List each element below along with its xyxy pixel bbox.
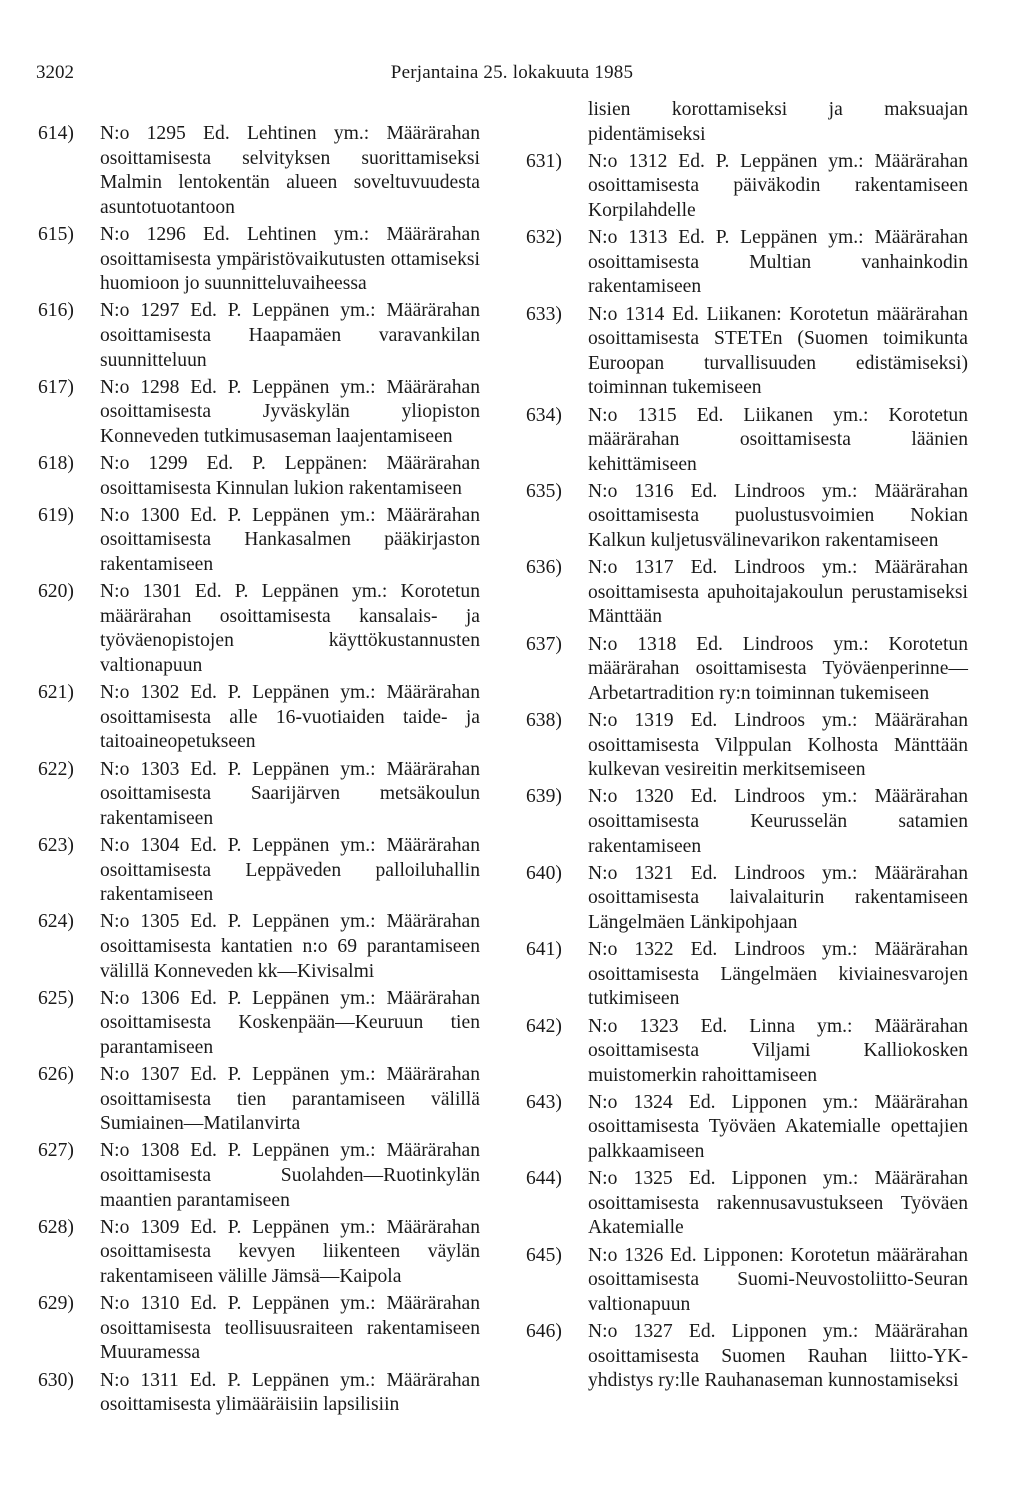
- entry-number: 629): [38, 1293, 74, 1315]
- entry-number: 621): [38, 682, 74, 704]
- entry-text: N:o 1303 Ed. P. Leppänen ym.: Määrärahan osoittamisesta Saarijärven metsäkoulun rakentamiseen: [100, 758, 480, 829]
- entry-text: N:o 1319 Ed. Lindroos ym.: Määrärahan osoittamisesta Vilppulan Kolhosta Mänttään kulkevan vesireitin merkitsemiseen: [588, 710, 968, 781]
- list-item: [38, 223, 480, 297]
- entry-text: N:o 1302 Ed. P. Leppänen ym.: Määrärahan osoittamisesta alle 16-vuotiaiden taide- ja taitoaineopetukseen: [100, 682, 480, 753]
- entry-text: N:o 1305 Ed. P. Leppänen ym.: Määrärahan osoittamisesta kantatien n:o 69 parantamiseen välillä Konneveden kk—Kivisalmi: [100, 911, 480, 982]
- entry-text: N:o 1318 Ed. Lindroos ym.: Korotetun määrärahan osoittamisesta Työväenperinne—Arbetartradition ry:n toiminnan tukemiseen: [588, 633, 968, 704]
- entry-number: 643): [526, 1091, 562, 1113]
- list-item: [526, 1091, 968, 1165]
- entry-text: N:o 1308 Ed. P. Leppänen ym.: Määrärahan osoittamisesta Suolahden—Ruotinkylän maantien parantamiseen: [100, 1140, 480, 1211]
- list-item: [38, 1292, 480, 1366]
- entry-number: 615): [38, 223, 74, 245]
- list-item: [38, 1369, 480, 1418]
- entry-text: N:o 1306 Ed. P. Leppänen ym.: Määrärahan osoittamisesta Koskenpään—Keuruun tien parantamiseen: [100, 987, 480, 1058]
- entry-text: N:o 1301 Ed. P. Leppänen ym.: Korotetun määrärahan osoittamisesta kansalais- ja työväenopistojen käyttökustannusten valtionapuun: [100, 581, 480, 677]
- entry-text: N:o 1324 Ed. Lipponen ym.: Määrärahan osoittamisesta Työväen Akatemialle opettajien palkkaamiseen: [588, 1091, 968, 1163]
- list-item: [526, 556, 968, 630]
- entry-number: 620): [38, 581, 74, 603]
- entry-number: 634): [526, 404, 562, 426]
- page-number: 3202: [36, 62, 74, 83]
- list-item: [38, 1216, 480, 1290]
- list-item: [526, 938, 968, 1012]
- entry-text: N:o 1327 Ed. Lipponen ym.: Määrärahan osoittamisesta Suomen Rauhan liitto-YK-yhdistys ry:lle Rauhanaseman kunnostamiseksi: [588, 1321, 968, 1392]
- list-item: [526, 226, 968, 300]
- list-item: [526, 633, 968, 707]
- entry-number: 644): [526, 1168, 562, 1190]
- entry-text: N:o 1326 Ed. Lipponen: Korotetun määrärahan osoittamisesta Suomi-Neuvostoliitto-Seuran valtionapuun: [588, 1244, 968, 1315]
- list-item: [38, 580, 480, 678]
- entry-number: 636): [526, 557, 562, 579]
- list-item: [38, 122, 480, 220]
- entry-number: 625): [38, 987, 74, 1009]
- entry-text: N:o 1310 Ed. P. Leppänen ym.: Määrärahan osoittamisesta teollisuusraiteen rakentamiseen Muuramessa: [100, 1293, 480, 1364]
- entry-number: 642): [526, 1015, 562, 1037]
- list-item: [38, 681, 480, 755]
- entry-text: N:o 1309 Ed. P. Leppänen ym.: Määrärahan osoittamisesta kevyen liikenteen väylän rakentamiseen välille Jämsä—Kaipola: [100, 1216, 480, 1288]
- list-item: [38, 910, 480, 984]
- entry-text: N:o 1315 Ed. Liikanen ym.: Korotetun määrärahan osoittamisesta läänien kehittämiseen: [588, 404, 968, 475]
- entry-text: N:o 1299 Ed. P. Leppänen: Määrärahan osoittamisesta Kinnulan lukion rakentamiseen: [100, 453, 480, 499]
- entry-number: 640): [526, 862, 562, 884]
- list-item: [38, 834, 480, 908]
- list-item: [526, 785, 968, 859]
- entry-number: 623): [38, 834, 74, 856]
- entry-text: N:o 1304 Ed. P. Leppänen ym.: Määrärahan osoittamisesta Leppäveden palloiluhallin rakentamiseen: [100, 834, 480, 906]
- entry-text: N:o 1297 Ed. P. Leppänen ym.: Määrärahan osoittamisesta Haapamäen varavankilan suunnitteluun: [100, 300, 480, 371]
- entry-number: 616): [38, 300, 74, 322]
- right-column: [526, 98, 968, 1396]
- continuation-text: lisien korottamiseksi ja maksuajan pidentämiseksi: [588, 99, 968, 145]
- list-item: [38, 758, 480, 832]
- running-head: Perjantaina 25. lokakuuta 1985: [390, 62, 634, 83]
- list-item: [38, 452, 480, 501]
- entry-number: 635): [526, 480, 562, 502]
- entry-number: 617): [38, 376, 74, 398]
- entry-text: N:o 1300 Ed. P. Leppänen ym.: Määrärahan osoittamisesta Hankasalmen pääkirjaston rakentamiseen: [100, 504, 480, 576]
- entry-number: 627): [38, 1140, 74, 1162]
- list-item: [38, 987, 480, 1061]
- list-item: [526, 1320, 968, 1394]
- entry-number: 631): [526, 150, 562, 172]
- entry-text: N:o 1313 Ed. P. Leppänen ym.: Määrärahan osoittamisesta Multian vanhainkodin rakentamiseen: [588, 227, 968, 298]
- list-item: [38, 376, 480, 450]
- entry-text: N:o 1316 Ed. Lindroos ym.: Määrärahan osoittamisesta puolustusvoimien Nokian Kalkun kuljetusvälinevarikon rakentamiseen: [588, 480, 968, 552]
- left-column: [38, 122, 480, 1420]
- list-item: [526, 303, 968, 401]
- entry-text: N:o 1321 Ed. Lindroos ym.: Määrärahan osoittamisesta laivalaiturin rakentamiseen Längelmäen Länkipohjaan: [588, 862, 968, 933]
- entry-text: N:o 1311 Ed. P. Leppänen ym.: Määrärahan osoittamisesta ylimääräisiin lapsilisiin: [100, 1369, 480, 1416]
- entry-number: 624): [38, 911, 74, 933]
- entry-number: 633): [526, 303, 562, 325]
- list-item: [38, 1139, 480, 1213]
- entry-text: N:o 1314 Ed. Liikanen: Korotetun määrärahan osoittamisesta STETEn (Suomen toimikunta Euroopan turvallisuuden edistämiseksi) toiminnan tukemiseen: [588, 303, 968, 399]
- list-item: [38, 1063, 480, 1137]
- entry-text: N:o 1325 Ed. Lipponen ym.: Määrärahan osoittamisesta rakennusavustukseen Työväen Akatemialle: [588, 1168, 968, 1239]
- entry-text: N:o 1296 Ed. Lehtinen ym.: Määrärahan osoittamisesta ympäristövaikutusten ottamiseksi huomioon jo suunnitteluvaiheessa: [100, 223, 480, 295]
- entry-number: 628): [38, 1216, 74, 1238]
- list-item: [38, 299, 480, 373]
- entry-number: 641): [526, 939, 562, 961]
- list-item: [526, 480, 968, 554]
- entry-text: N:o 1320 Ed. Lindroos ym.: Määrärahan osoittamisesta Keurusselän satamien rakentamiseen: [588, 786, 968, 857]
- entry-number: 638): [526, 710, 562, 731]
- entry-number: 632): [526, 227, 562, 249]
- list-item: [526, 709, 968, 783]
- entry-text: N:o 1323 Ed. Linna ym.: Määrärahan osoittamisesta Viljami Kalliokosken muistomerkin rahoittamiseen: [588, 1015, 968, 1086]
- entry-number: 614): [38, 123, 74, 144]
- list-item: [526, 1244, 968, 1318]
- entry-text: N:o 1295 Ed. Lehtinen ym.: Määrärahan osoittamisesta selvityksen suorittamiseksi Malmin lentokentän alueen soveltuvuudesta asuntotuotantoon: [100, 123, 480, 218]
- list-item: [526, 862, 968, 936]
- entry-text: N:o 1312 Ed. P. Leppänen ym.: Määrärahan osoittamisesta päiväkodin rakentamiseen Korpilahdelle: [588, 150, 968, 221]
- list-item: [526, 404, 968, 478]
- entry-text: N:o 1307 Ed. P. Leppänen ym.: Määrärahan osoittamisesta tien parantamiseen välillä Sumiainen—Matilanvirta: [100, 1064, 480, 1135]
- entry-text: N:o 1322 Ed. Lindroos ym.: Määrärahan osoittamisesta Längelmäen kiviainesvarojen tutkimiseen: [588, 939, 968, 1010]
- list-item: [526, 1167, 968, 1241]
- entry-text: N:o 1298 Ed. P. Leppänen ym.: Määrärahan osoittamisesta Jyväskylän yliopiston Konneveden tutkimusaseman laajentamiseen: [100, 376, 480, 447]
- entry-number: 646): [526, 1321, 562, 1342]
- entry-number: 645): [526, 1244, 562, 1266]
- entry-text: N:o 1317 Ed. Lindroos ym.: Määrärahan osoittamisesta apuhoitajakoulun perustamiseksi Mänttään: [588, 557, 968, 628]
- entry-number: 630): [38, 1369, 74, 1391]
- entry-number: 622): [38, 758, 74, 780]
- list-item: [38, 504, 480, 578]
- entry-number: 619): [38, 504, 74, 526]
- entry-number: 639): [526, 786, 562, 808]
- list-item: [526, 150, 968, 224]
- entry-number: 618): [38, 453, 74, 475]
- entry-number: 637): [526, 633, 562, 655]
- list-item: [526, 1015, 968, 1089]
- entry-number: 626): [38, 1064, 74, 1086]
